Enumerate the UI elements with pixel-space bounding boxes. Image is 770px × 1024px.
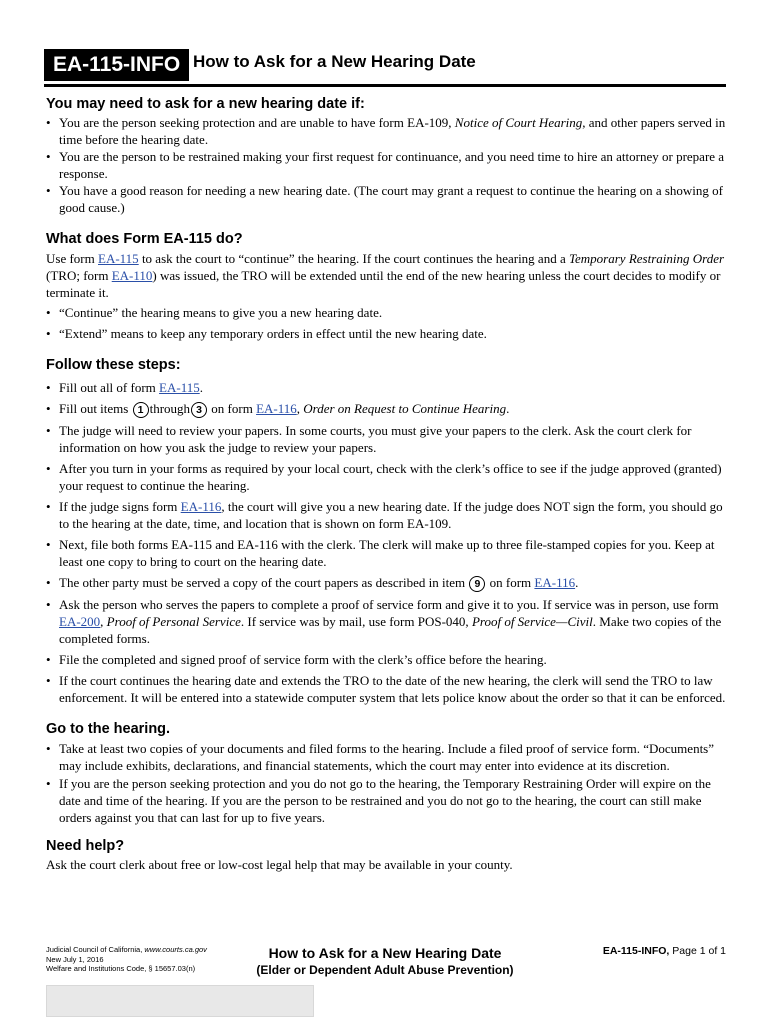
- section-when-to-ask: [46, 94, 726, 216]
- section-heading: Need help?: [46, 838, 125, 854]
- bullet-icon: •: [46, 423, 51, 438]
- bullet-icon: •: [46, 401, 51, 416]
- footer-source-info: [46, 945, 246, 974]
- bullet-icon: •: [46, 305, 51, 320]
- footer-line: New July 1, 2016: [46, 954, 104, 964]
- page-title: How to Ask for a New Hearing Date: [193, 52, 476, 71]
- footer-page-info: [603, 945, 726, 957]
- section-heading: Go to the hearing.: [46, 721, 171, 737]
- bullet-list: [46, 740, 726, 826]
- footer-form-id: EA-115-INFO,: [602, 945, 670, 957]
- bullet-icon: •: [46, 149, 51, 164]
- bullet-icon: •: [46, 326, 51, 341]
- form-header: [44, 47, 726, 83]
- list-item: • “Continue” the hearing means to give you a new hearing date.: [46, 305, 383, 320]
- list-item: • The other party must be served a copy of the court papers as described in item 9 on form EA-116.: [46, 575, 579, 590]
- section-heading: What does Form EA-115 do?: [46, 231, 243, 247]
- form-link-ea-110[interactable]: EA-110: [111, 268, 153, 283]
- list-item: • If the court continues the hearing date and extends the TRO to the date of the new hearing, the clerk will send the TRO to law enforcement. It will be entered into a statewide computer system that lets police know about the order so that it can be enforced.: [46, 673, 726, 705]
- barcode-area: [46, 985, 314, 1017]
- steps-list: [46, 379, 726, 706]
- item-number-badge: 9: [469, 576, 485, 592]
- list-item: • You are the person to be restrained making your first request for continuance, and you need time to hire an attorney or prepare a response.: [46, 149, 725, 181]
- footer-subtitle: (Elder or Dependent Adult Abuse Prevention): [256, 963, 514, 977]
- bullet-icon: •: [46, 537, 51, 552]
- form-link-ea-115[interactable]: EA-115: [98, 251, 139, 266]
- section-need-help: [46, 836, 726, 873]
- item-number-badge: 3: [191, 402, 207, 418]
- section-heading: Follow these steps:: [46, 357, 181, 373]
- list-item: • Fill out all of form EA-115.: [46, 380, 203, 395]
- list-item: • File the completed and signed proof of service form with the clerk’s office before the hearing.: [46, 652, 547, 667]
- footer-title-block: [230, 944, 540, 978]
- bullet-icon: •: [46, 776, 51, 791]
- header-divider: [44, 84, 726, 87]
- website-link: www.courts.ca.gov: [144, 945, 207, 954]
- section-paragraph: Ask the court clerk about free or low-cost legal help that may be available in your county.: [46, 857, 513, 872]
- bullet-list: [46, 304, 726, 342]
- section-paragraph: Use form EA-115 to ask the court to “continue” the hearing. If the court continues the hearing and a Temporary Restraining Order (TRO; form EA-110) was issued, the TRO will be extended until the end of the new hearing unless the court decides to modify or terminate it.: [46, 251, 725, 300]
- form-link-ea-200[interactable]: EA-200: [59, 614, 101, 629]
- list-item: • After you turn in your forms as required by your local court, check with the clerk’s office to see if the judge approved (granted) your request to continue the hearing.: [46, 461, 722, 493]
- main-content: [46, 94, 726, 873]
- bullet-icon: •: [46, 652, 51, 667]
- section-steps: [46, 355, 726, 706]
- form-link-ea-116[interactable]: EA-116: [180, 499, 222, 514]
- section-heading: You may need to ask for a new hearing date if:: [46, 96, 365, 112]
- bullet-icon: •: [46, 673, 51, 688]
- item-number-badge: 1: [133, 402, 149, 418]
- form-link-ea-116[interactable]: EA-116: [534, 575, 576, 590]
- footer-line: Welfare and Institutions Code, § 15657.03(n): [46, 964, 196, 973]
- bullet-icon: •: [46, 741, 51, 756]
- bullet-list: [46, 114, 726, 216]
- bullet-icon: •: [46, 183, 51, 198]
- section-go-to-hearing: [46, 719, 726, 826]
- list-item: • “Extend” means to keep any temporary orders in effect until the new hearing date.: [46, 326, 487, 341]
- form-link-ea-115[interactable]: EA-115: [159, 380, 200, 395]
- bullet-icon: •: [46, 115, 51, 130]
- list-item: • Fill out items 1 through 3 on form EA-116, Order on Request to Continue Hearing.: [46, 401, 510, 416]
- list-item: • You are the person seeking protection and are unable to have form EA-109, Notice of Court Hearing, and other papers served in time before the hearing date.: [46, 115, 726, 147]
- bullet-icon: •: [46, 597, 51, 612]
- list-item: • If you are the person seeking protection and you do not go to the hearing, the Temporary Restraining Order will expire on the date and time of the hearing. If you are the person to be restrained and you do not go to the hearing, the court can still make orders against you that can last for up to five years.: [46, 776, 711, 825]
- footer-line: Judicial Council of California, www.courts.ca.gov: [46, 945, 207, 954]
- list-item: • The judge will need to review your papers. In some courts, you must give your papers to the clerk. Ask the court clerk for information on how you ask the judge to review your papers.: [46, 423, 692, 455]
- list-item: • Ask the person who serves the papers to complete a proof of service form and give it to you. If service was in person, use form EA-200, Proof of Personal Service. If service was by mail, use form POS-040, Proof of Service—Civil. Make two copies of the completed forms.: [46, 597, 722, 646]
- bullet-icon: •: [46, 461, 51, 476]
- section-what-form-does: [46, 229, 726, 342]
- list-item: • If the judge signs form EA-116, the court will give you a new hearing date. If the judge does NOT sign the form, you should go to the hearing at the date, time, and location that is shown on form EA-109.: [46, 499, 723, 531]
- page-number: Page 1 of 1: [669, 945, 726, 957]
- form-link-ea-116[interactable]: EA-116: [256, 401, 297, 416]
- bullet-icon: •: [46, 499, 51, 514]
- list-item: • You have a good reason for needing a new hearing date. (The court may grant a request to continue the hearing on a showing of good cause.): [46, 183, 723, 215]
- footer-title: How to Ask for a New Hearing Date: [268, 945, 502, 961]
- list-item: • Take at least two copies of your documents and filed forms to the hearing. Include a filed proof of service form. “Documents” may include exhibits, declarations, and financial statements, which the court may enter into evidence at its discretion.: [46, 741, 715, 773]
- list-item: • Next, file both forms EA-115 and EA-116 with the clerk. The clerk will make up to three file-stamped copies for you. Keep at least one copy to bring to court on the hearing date.: [46, 537, 715, 569]
- form-id-badge: EA-115-INFO: [44, 49, 189, 81]
- bullet-icon: •: [46, 380, 51, 395]
- bullet-icon: •: [46, 575, 51, 590]
